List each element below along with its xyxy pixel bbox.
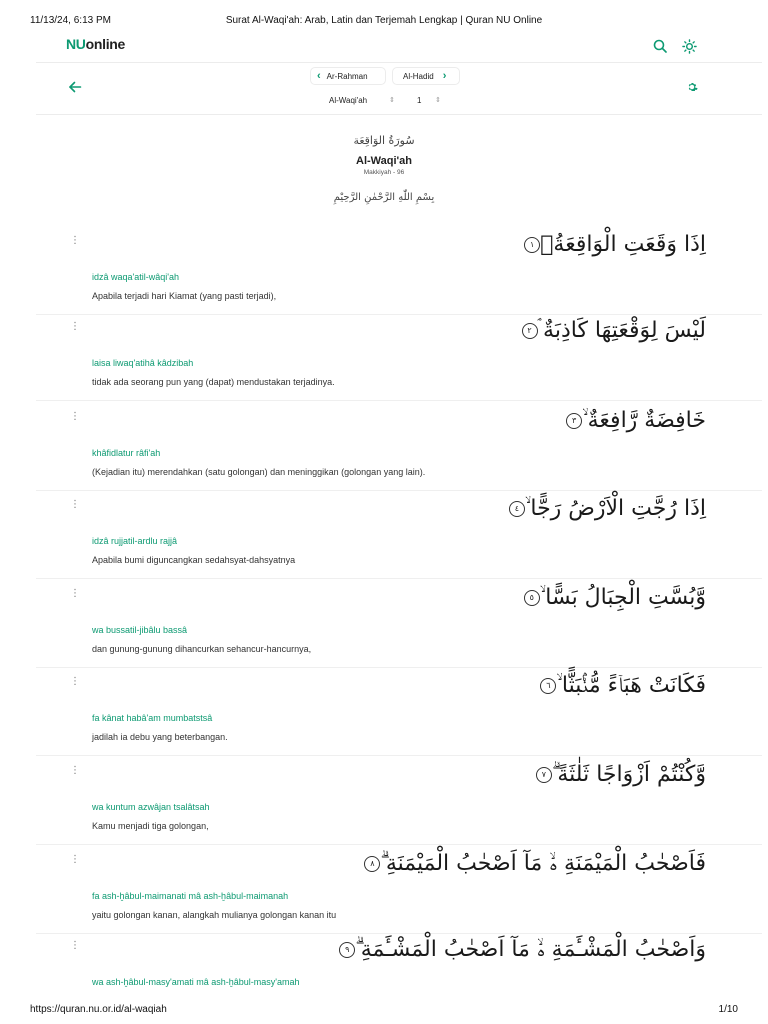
print-url: https://quran.nu.or.id/al-waqiah bbox=[30, 1004, 167, 1015]
verse-arabic bbox=[503, 496, 706, 521]
verse-arabic-text: فَكَانَتْ هَبَاۤءً مُّنْۢبَثًّا ۙ bbox=[556, 673, 706, 698]
verse-menu-icon[interactable]: ⋮ bbox=[70, 765, 80, 776]
verse-arabic bbox=[534, 673, 706, 698]
verse-arabic-text: وَّكُنْتُمْ اَزْوَاجًا ثَلٰثَةً ۗ bbox=[551, 762, 706, 787]
verse-arabic-text: فَاَصْحٰبُ الْمَيْمَنَةِ ەۙ مَآ اَصْحٰبُ الْمَيْمَنَةِ ۗ bbox=[380, 851, 706, 876]
verse-arabic-text: اِذَا رُجَّتِ الْاَرْضُ رَجًّا ۙ bbox=[524, 496, 706, 521]
surah-select-value: Al-Waqi'ah bbox=[329, 95, 368, 105]
verse-latin: fa kânat habâ'am mumbatstsâ bbox=[92, 713, 213, 723]
surah-meta: Makkiyah - 96 bbox=[363, 169, 405, 176]
verse-divider bbox=[36, 755, 762, 756]
verse-number-badge: ٢ bbox=[522, 323, 538, 339]
verse-number-badge: ٦ bbox=[540, 678, 556, 694]
verse-number-badge: ٤ bbox=[509, 501, 525, 517]
prev-surah-label: Ar-Rahman bbox=[326, 71, 368, 81]
verse-divider bbox=[36, 844, 762, 845]
surah-name: Al-Waqi'ah bbox=[356, 155, 412, 167]
verse-latin: idzâ rujjatil-ardlu rajjâ bbox=[92, 536, 178, 546]
verse-arabic-text: اِذَا وَقَعَتِ الْوَاقِعَةُۙ bbox=[540, 232, 706, 257]
verse-number-badge: ٥ bbox=[524, 590, 540, 606]
verse-latin: laisa liwaq'atihâ kâdzibah bbox=[92, 358, 194, 368]
verse-latin: wa ash-ḫâbul-masy'amati mâ ash-ḫâbul-masy'amah bbox=[92, 977, 300, 987]
verse-translation: yaitu golongan kanan, alangkah mulianya golongan kanan itu bbox=[92, 910, 337, 920]
surah-header bbox=[0, 130, 768, 203]
chevron-right-icon: › bbox=[442, 70, 447, 82]
verse-menu-icon[interactable]: ⋮ bbox=[70, 321, 80, 332]
verse-arabic-text: لَيْسَ لِوَقْعَتِهَا كَاذِبَةٌ ۘ bbox=[537, 318, 706, 343]
search-icon[interactable] bbox=[652, 38, 668, 54]
verse-divider bbox=[36, 667, 762, 668]
verse-latin: fa ash-ḫâbul-maimanati mâ ash-ḫâbul-maimanah bbox=[92, 891, 289, 901]
chevron-left-icon: ‹ bbox=[317, 70, 321, 82]
verse-arabic bbox=[518, 585, 706, 610]
print-doc-title: Surat Al-Waqi'ah: Arab, Latin dan Terjemah Lengkap | Quran NU Online bbox=[225, 15, 543, 26]
verse-arabic bbox=[358, 851, 706, 876]
verse-menu-icon[interactable]: ⋮ bbox=[70, 588, 80, 599]
verse-menu-icon[interactable]: ⋮ bbox=[70, 676, 80, 687]
verse-translation: (Kejadian itu) merendahkan (satu golongan) dan meninggikan (golongan yang lain). bbox=[92, 467, 426, 477]
next-surah-button[interactable] bbox=[392, 67, 460, 85]
verse-menu-icon[interactable]: ⋮ bbox=[70, 854, 80, 865]
verse-translation: Apabila bumi diguncangkan sedahsyat-dahsyatnya bbox=[92, 555, 296, 565]
next-surah-label: Al-Hadid bbox=[403, 71, 434, 81]
verse-arabic bbox=[530, 762, 706, 787]
surah-navigation bbox=[0, 62, 768, 114]
verse-arabic bbox=[560, 408, 706, 433]
basmalah: بِسْمِ اللّٰهِ الرَّحْمٰنِ الرَّحِيْمِ bbox=[333, 192, 435, 203]
verse-translation: jadilah ia debu yang beterbangan. bbox=[92, 732, 228, 742]
verse-arabic-text: وَاَصْحٰبُ الْمَشْـَٔمَةِ ەۙ مَآ اَصْحٰبُ الْمَشْـَٔمَةِ ۗ bbox=[355, 937, 706, 962]
verse-latin: wa bussatil-jibâlu bassâ bbox=[92, 625, 188, 635]
verse-latin: idzâ waqa'atil-wâqi'ah bbox=[92, 272, 179, 282]
verse-divider bbox=[36, 314, 762, 315]
nu-online-logo[interactable] bbox=[66, 36, 125, 52]
verse-divider bbox=[36, 400, 762, 401]
verse-latin: wa kuntum azwâjan tsalâtsah bbox=[92, 802, 210, 812]
ayah-select-value: 1 bbox=[417, 95, 422, 105]
ayah-select[interactable] bbox=[408, 91, 446, 109]
verse-number-badge: ٣ bbox=[566, 413, 582, 429]
verse-translation: dan gunung-gunung dihancurkan sehancur-hancurnya, bbox=[92, 644, 312, 654]
logo-nu: NU bbox=[66, 36, 86, 52]
verse-translation: Apabila terjadi hari Kiamat (yang pasti terjadi), bbox=[92, 291, 277, 301]
verse-arabic bbox=[518, 232, 706, 257]
verse-number-badge: ٧ bbox=[536, 767, 552, 783]
surah-select[interactable] bbox=[322, 91, 400, 109]
verse-translation: Kamu menjadi tiga golongan, bbox=[92, 821, 209, 831]
print-header bbox=[0, 0, 768, 30]
verse-menu-icon[interactable]: ⋮ bbox=[70, 940, 80, 951]
back-arrow-icon[interactable] bbox=[68, 80, 84, 96]
verse-arabic-text: خَافِضَةٌ رَّافِعَةٌ ۙ bbox=[582, 408, 706, 433]
verse-menu-icon[interactable]: ⋮ bbox=[70, 499, 80, 510]
verse-number-badge: ٨ bbox=[364, 856, 380, 872]
verse-divider bbox=[36, 933, 762, 934]
print-datetime: 11/13/24, 6:13 PM bbox=[30, 15, 111, 26]
verse-translation: tidak ada seorang pun yang (dapat) mendustakan terjadinya. bbox=[92, 377, 335, 387]
verse-divider bbox=[36, 490, 762, 491]
verse-divider bbox=[36, 578, 762, 579]
surah-calligraphy: سُورَةُ الوَاقِعَة bbox=[353, 134, 415, 147]
verse-arabic bbox=[333, 937, 706, 962]
sun-icon[interactable] bbox=[681, 38, 697, 54]
verse-arabic bbox=[516, 318, 706, 343]
gear-icon[interactable] bbox=[686, 80, 702, 96]
verse-menu-icon[interactable]: ⋮ bbox=[70, 411, 80, 422]
nav-divider bbox=[36, 114, 762, 115]
verse-number-badge: ٩ bbox=[339, 942, 355, 958]
logo-online: online bbox=[85, 36, 126, 52]
verse-arabic-text: وَّبُسَّتِ الْجِبَالُ بَسًّا ۙ bbox=[539, 585, 706, 610]
print-footer bbox=[0, 1000, 768, 1024]
verse-menu-icon[interactable]: ⋮ bbox=[70, 235, 80, 246]
verse-latin: khâfidlatur râfi'ah bbox=[92, 448, 161, 458]
top-bar bbox=[0, 30, 768, 62]
print-page-number: 1/10 bbox=[718, 1004, 738, 1015]
prev-surah-button[interactable] bbox=[310, 67, 386, 85]
select-arrows-icon: ⇕ bbox=[435, 97, 441, 104]
verse-number-badge: ١ bbox=[524, 237, 540, 253]
select-arrows-icon: ⇕ bbox=[389, 97, 395, 104]
